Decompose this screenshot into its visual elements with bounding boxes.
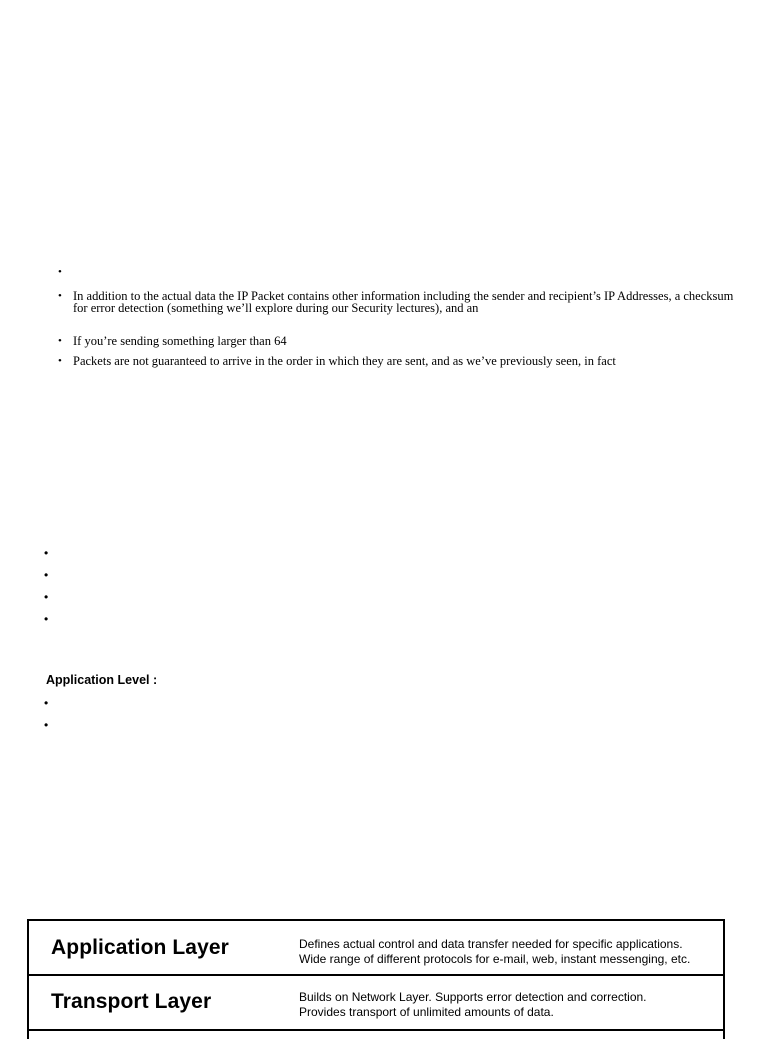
ip-packet-bullet-list [58,266,748,367]
layer-row-transport [29,976,723,1031]
empty-bullet [44,547,48,569]
layer-description [299,937,690,967]
empty-bullet [44,613,48,635]
application-level-bullet-list [44,697,48,741]
network-layers-table [27,919,725,1039]
layer-title: Application Layer [51,936,229,959]
empty-bullet [44,719,48,741]
empty-bullet [44,591,48,613]
empty-bullet [44,697,48,719]
empty-bullet-list [44,547,48,635]
empty-bullet [44,569,48,591]
layer-description [299,990,647,1020]
application-level-heading: Application Level : [46,673,158,687]
layer-description-line: Defines actual control and data transfer needed for specific applications. [299,937,683,951]
layer-description-line: Wide range of different protocols for e-mail, web, instant messenging, etc. [299,952,691,966]
layer-title: Transport Layer [51,990,212,1013]
empty-bullet [58,266,748,278]
bullet-larger-than-64: • If you’re sending something larger than 64 [58,335,748,347]
bullet-packet-order: • Packets are not guaranteed to arrive in the order in which they are sent, and as we’ve previously seen, in fact [58,355,748,367]
bullet-ip-packet-contents: • In addition to the actual data the IP Packet contains other information including the sender and recipient’s IP Addresses, a checksum for error detection (something we’ll explore during our Security lectures), and an [58,290,748,314]
layer-description-line: Provides transport of unlimited amounts of data. [299,1005,554,1019]
layer-row-application [29,921,723,976]
layer-description-line: Builds on Network Layer. Supports error detection and correction. [299,990,647,1004]
